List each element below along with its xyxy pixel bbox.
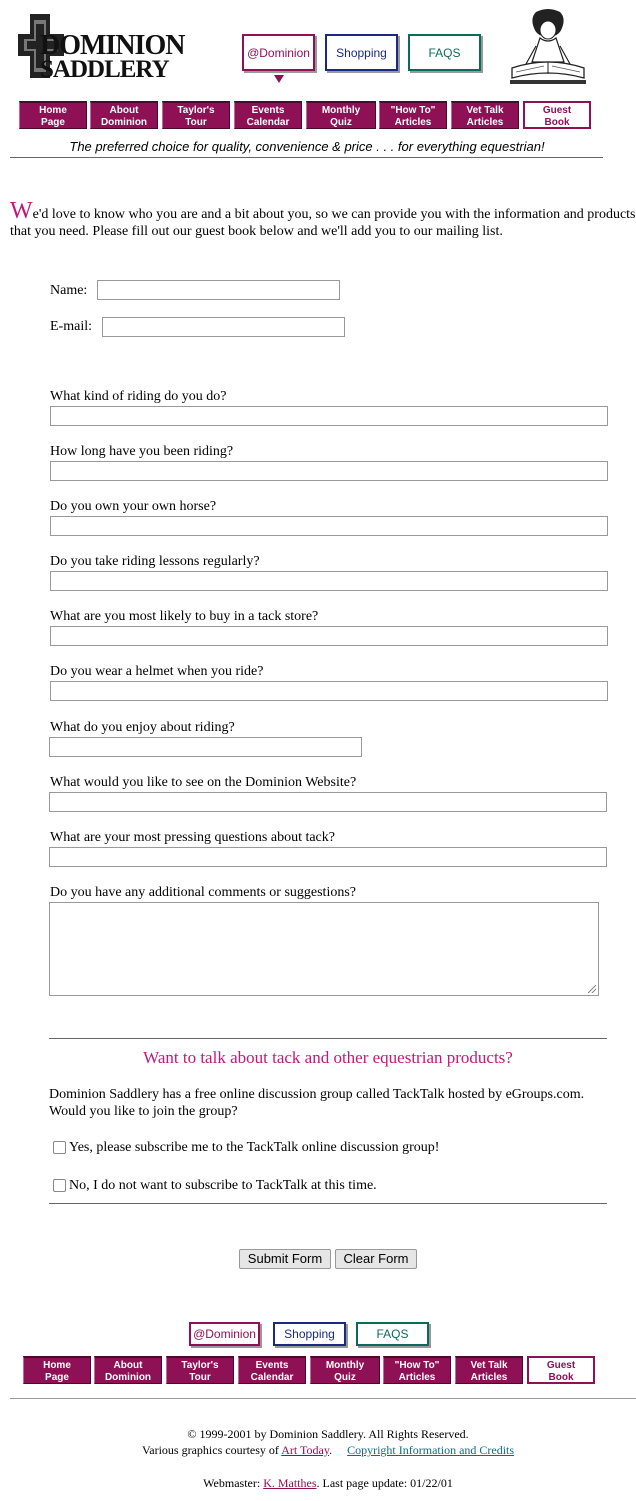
nav-label-line2: Tour (185, 117, 207, 128)
question-riding-kind: What kind of riding do you do? (50, 389, 227, 404)
submit-form-button[interactable]: Submit Form (239, 1249, 331, 1269)
nav-label-line2: Dominion (100, 117, 148, 128)
webmaster-prefix: Webmaster: (203, 1476, 261, 1490)
bottom-nav-about-dominion[interactable] (94, 1356, 162, 1384)
comments-label: Do you have any additional comments or suggestions? (50, 885, 356, 900)
tab-dominion[interactable] (242, 34, 315, 71)
nav-label-line2: Quiz (330, 117, 352, 128)
bottom-nav-taylors-tour[interactable] (166, 1356, 234, 1384)
footer-copyright: © 1999-2001 by Dominion Saddlery. All Rights Reserved. (187, 1427, 469, 1441)
email-label: E-mail: (50, 319, 92, 334)
nav-label-line2: Articles (466, 117, 504, 128)
nav-label-line2: Articles (470, 1372, 508, 1383)
art-today-link[interactable]: Art Today (281, 1443, 330, 1457)
question-own-horse: Do you own your own horse? (50, 499, 217, 514)
nav-label-line1: Events (251, 105, 285, 116)
nav-monthly-quiz[interactable] (306, 101, 376, 129)
nav-vet-talk-articles[interactable] (451, 101, 519, 129)
comments-textarea[interactable] (49, 902, 599, 996)
bottom-nav-vet-talk-articles[interactable] (455, 1356, 523, 1384)
tack-purchase-input[interactable] (50, 626, 608, 646)
email-input[interactable] (102, 317, 345, 337)
nav-label-line1: Taylor's (181, 1360, 219, 1371)
nav-label-line1: Home (43, 1360, 71, 1371)
subscribe-no-checkbox[interactable] (53, 1179, 66, 1192)
nav-taylors-tour[interactable] (162, 101, 230, 129)
riding-lessons-input[interactable] (50, 571, 608, 591)
copyright-info-link[interactable]: Copyright Information and Credits (347, 1443, 515, 1457)
nav-label-line2: Calendar (250, 1372, 294, 1383)
nav-guest-book[interactable] (523, 101, 591, 129)
question-helmet: Do you wear a helmet when you ride? (50, 664, 264, 679)
nav-label-line1: "How To" (390, 105, 436, 116)
discussion-divider-top (49, 1038, 607, 1039)
nav-label-line2: Tour (189, 1372, 211, 1383)
nav-label-line1: Guest (546, 1360, 576, 1371)
name-label: Name: (50, 283, 88, 298)
nav-label-line1: About (113, 1360, 143, 1371)
current-page-triangle-icon (274, 75, 284, 83)
webmaster-link[interactable]: K. Matthes (263, 1476, 317, 1490)
website-wish-input[interactable] (49, 792, 607, 812)
discussion-text: Dominion Saddlery has a free online discussion group called TackTalk hosted by eGroups.com. Would you like to join the group? (49, 1087, 585, 1119)
tab-shopping-label: Shopping (336, 45, 387, 60)
bottom-nav-home-page[interactable] (23, 1356, 91, 1384)
last-update: . Last page update: 01/22/01 (316, 1476, 453, 1490)
bottom-tab-dominion-label: @Dominion (193, 1327, 256, 1341)
name-input[interactable] (97, 280, 340, 300)
nav-label-line1: Monthly (321, 105, 361, 116)
nav-events-calendar[interactable] (234, 101, 302, 129)
riding-duration-input[interactable] (50, 461, 608, 481)
tab-dominion-label: @Dominion (247, 45, 310, 60)
subscribe-yes-checkbox[interactable] (53, 1141, 66, 1154)
nav-label-line2: Calendar (246, 117, 290, 128)
nav-label-line1: Home (39, 105, 67, 116)
question-tack-questions: What are your most pressing questions about tack? (50, 830, 335, 845)
question-enjoy-riding: What do you enjoy about riding? (50, 720, 235, 735)
footer-graphics-prefix: Various graphics courtesy of (141, 1443, 279, 1457)
subscribe-yes-label: Yes, please subscribe me to the TackTalk online discussion group! (69, 1140, 440, 1155)
footer-graphics-suffix: . (329, 1443, 333, 1457)
nav-label-line2: Articles (398, 1372, 436, 1383)
resize-grip-icon[interactable] (588, 985, 596, 993)
nav-label-line2: Dominion (104, 1372, 152, 1383)
bottom-nav-events-calendar[interactable] (238, 1356, 306, 1384)
nav-label-line1: Monthly (325, 1360, 365, 1371)
discussion-heading: Want to talk about tack and other equestrian products? (143, 1048, 513, 1067)
nav-label-line1: Events (255, 1360, 289, 1371)
question-riding-lessons: Do you take riding lessons regularly? (50, 554, 260, 569)
question-tack-purchase: What are you most likely to buy in a tack store? (50, 609, 319, 624)
bottom-nav-guest-book[interactable] (527, 1356, 595, 1384)
footer-webmaster (0, 1476, 636, 1491)
intro-dropcap: W (10, 198, 33, 224)
bottom-tab-shopping-label: Shopping (284, 1327, 335, 1341)
enjoy-riding-input[interactable] (49, 737, 362, 757)
logo-word-saddlery: SADDLERY (40, 56, 169, 83)
intro-text: e'd love to know who you are and a bit about you, so we can provide you with the information and products that you need. Please fill out our guest book below and we'll add you to our mailing list. (10, 207, 636, 239)
own-horse-input[interactable] (50, 516, 608, 536)
question-riding-duration: How long have you been riding? (50, 444, 234, 459)
bottom-tab-faqs-label: FAQS (376, 1327, 409, 1341)
tab-shopping[interactable] (325, 34, 398, 71)
subscribe-no-label: No, I do not want to subscribe to TackTalk at this time. (69, 1178, 377, 1193)
nav-how-to-articles[interactable] (379, 101, 447, 129)
nav-label-line1: Vet Talk (470, 1360, 508, 1371)
nav-label-line2: Articles (394, 117, 432, 128)
helmet-input[interactable] (50, 681, 608, 701)
question-website-wish: What would you like to see on the Dominion Website? (50, 775, 357, 790)
bottom-tab-dominion[interactable] (189, 1322, 260, 1346)
tack-questions-input[interactable] (49, 847, 607, 867)
nav-label-line2: Book (544, 117, 570, 128)
header-divider (10, 157, 603, 158)
intro-paragraph (10, 198, 636, 240)
nav-home-page[interactable] (19, 101, 87, 129)
nav-label-line2: Quiz (334, 1372, 356, 1383)
tab-faqs-label: FAQS (428, 45, 461, 60)
nav-label-line2: Page (45, 1372, 69, 1383)
clear-form-button[interactable]: Clear Form (335, 1249, 417, 1269)
nav-label-line1: Guest (542, 105, 572, 116)
nav-label-line1: "How To" (394, 1360, 440, 1371)
lady-reading-illustration-icon (506, 6, 590, 86)
nav-label-line2: Book (548, 1372, 574, 1383)
bottom-tab-faqs[interactable] (356, 1322, 429, 1346)
tagline: The preferred choice for quality, convenience & price . . . for everything equestrian! (69, 139, 545, 154)
nav-label-line1: Vet Talk (466, 105, 504, 116)
bottom-nav-how-to-articles[interactable] (383, 1356, 451, 1384)
tab-faqs[interactable] (408, 34, 481, 71)
dominion-saddlery-logo[interactable] (16, 10, 214, 82)
bottom-tab-shopping[interactable] (273, 1322, 346, 1346)
riding-kind-input[interactable] (50, 406, 608, 426)
discussion-divider-bottom (49, 1203, 607, 1204)
nav-label-line2: Page (41, 117, 65, 128)
nav-label-line1: About (109, 105, 139, 116)
logo-word-dominion: DOMINION (40, 30, 185, 61)
footer-credits (0, 1443, 636, 1458)
nav-label-line1: Taylor's (177, 105, 215, 116)
bottom-nav-monthly-quiz[interactable] (310, 1356, 380, 1384)
nav-about-dominion[interactable] (90, 101, 158, 129)
footer-divider (10, 1398, 636, 1399)
